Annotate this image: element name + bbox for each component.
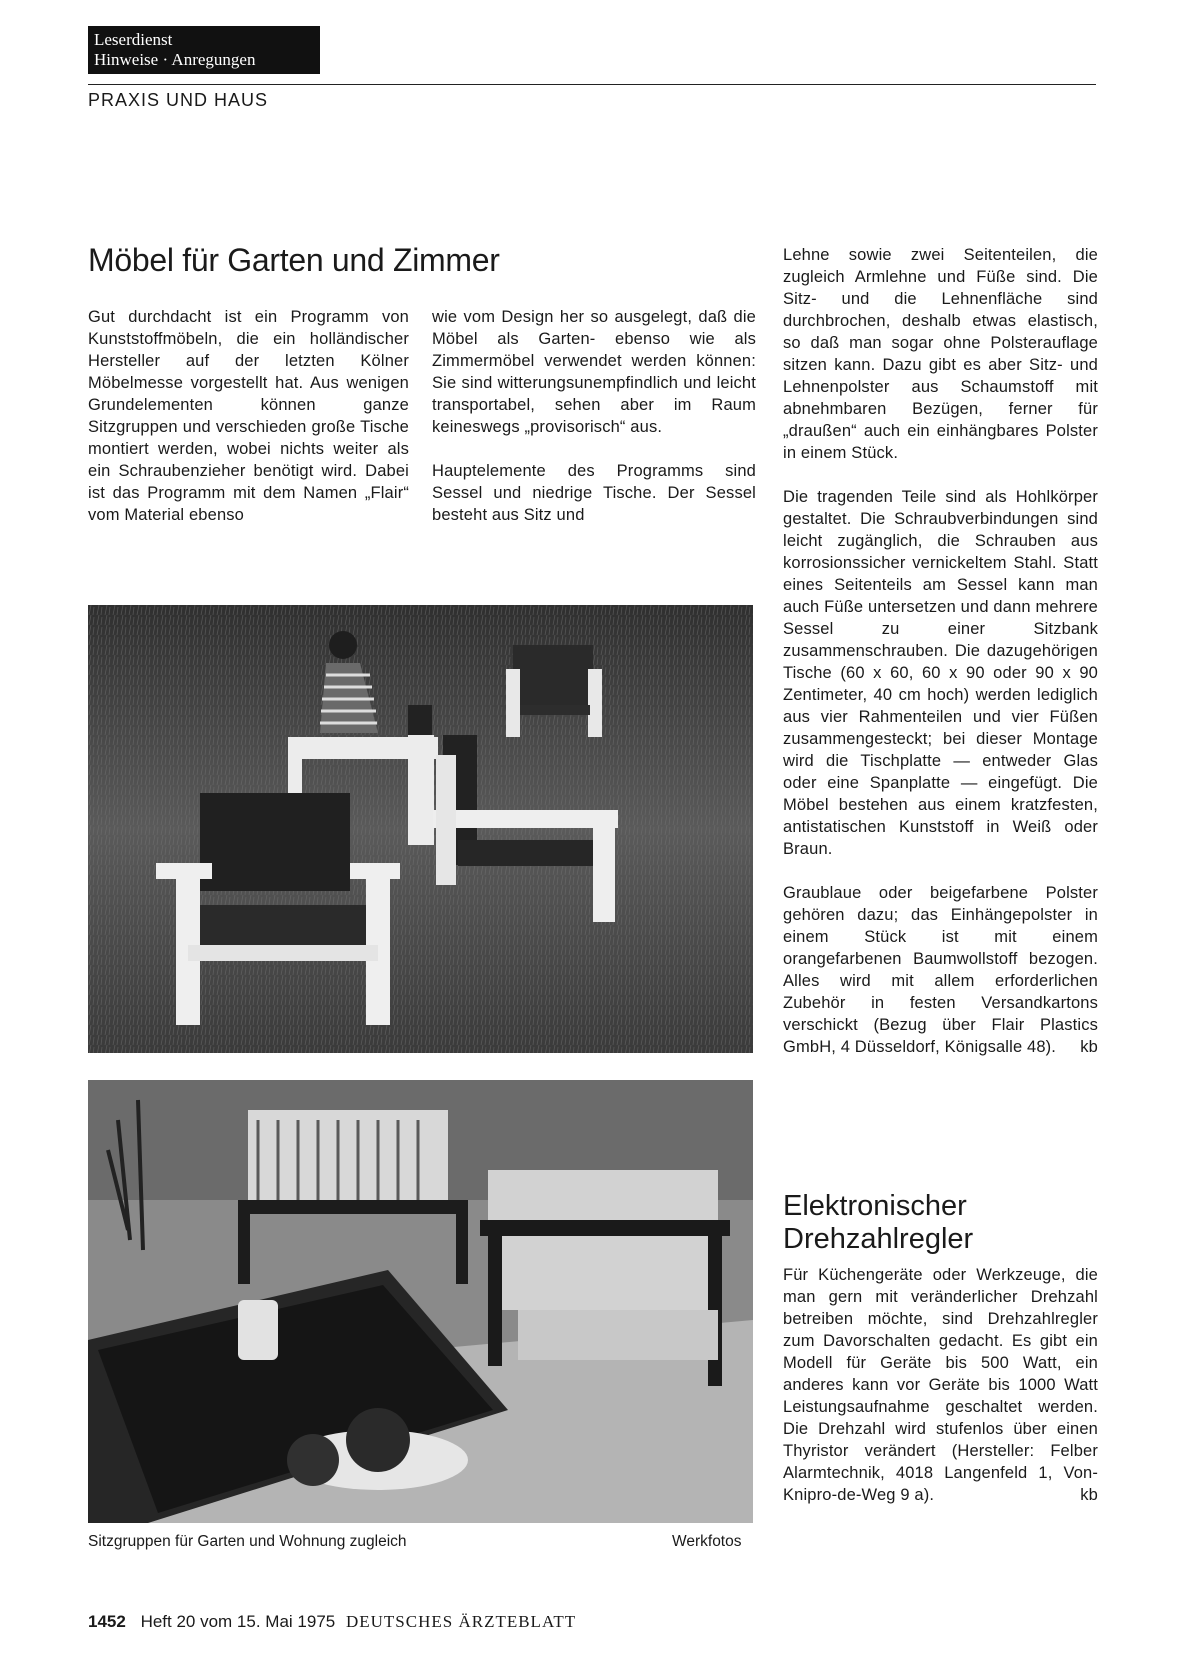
- title-line-1: Elektronischer: [783, 1190, 967, 1222]
- photo-credit: Werkfotos: [672, 1533, 742, 1550]
- author-signature: kb: [1080, 1038, 1098, 1056]
- living-room-photo-image: [88, 1080, 753, 1523]
- page-footer: [88, 1612, 576, 1632]
- author-signature: kb: [1080, 1486, 1098, 1504]
- photo-caption: Sitzgruppen für Garten und Wohnung zugleich: [88, 1533, 407, 1550]
- paragraph-text: Für Küchengeräte oder Werkzeuge, die man gern mit veränderlicher Drehzahl betreiben möchte, sind Drehzahlregler zum Davorschalten gedacht. Es gibt ein Modell für Geräte bis 500 Watt, ein anderes kann vor Geräte bis 1000 Watt Leistungsaufnahme geschaltet werden. Die Drehzahl wird stufenlos über einen Thyristor verändert (Hersteller: Felber Alarmtechnik, 4018 Langenfeld 1, Von-Knipro-de-Weg 9 a).: [783, 1266, 1098, 1504]
- issue-info: Heft 20 vom 15. Mai 1975: [140, 1612, 336, 1631]
- paragraph: Die tragenden Teile sind als Hohlkörper gestaltet. Die Schraubverbindungen sind leicht zugänglich, die Schrauben aus korrosionssicher vernickeltem Stahl. Statt eines Seitenteils am Sessel kann man auch Füße untersetzen und dann mehrere Sessel zu einer Sitzbank zusammenschrauben. Die dazugehörigen Tische (60 x 60, 60 x 90 oder 90 x 90 Zentimeter, 40 cm hoch) werden lediglich aus vier Rahmenteilen und vier Füßen zusammengesteckt; bei dieser Montage wird die Tischplatte — entweder Glas oder eine Spanplatte — eingefügt. Die Möbel bestehen aus einem kratzfesten, antistatischen Kunststoff in Weiß oder Braun.: [783, 488, 1098, 858]
- paragraph: Gut durchdacht ist ein Programm von Kunststoffmöbeln, die ein holländischer Hersteller auf der letzten Kölner Möbelmesse vorgestellt hat. Aus wenigen Grundelementen können ganze Sitzgruppen und verschieden große Tische montiert werden, wobei nichts weiter als ein Schraubenzieher benötigt wird. Dabei ist das Programm mit dem Namen „Flair“ vom Material ebenso: [88, 308, 409, 524]
- article-2-title: [783, 1190, 973, 1256]
- paragraph: wie vom Design her so ausgelegt, daß die Möbel als Garten- ebenso wie als Zimmermöbel verwendet werden können: Sie sind witterungsunempfindlich und leicht transportabel, sehen aber im Raum keineswegs „provisorisch“ aus.: [432, 308, 756, 436]
- badge-line-1: Leserdienst: [94, 30, 173, 49]
- title-line-2: Drehzahlregler: [783, 1223, 974, 1255]
- header-rule: [88, 84, 1096, 85]
- page-number: 1452: [88, 1612, 126, 1631]
- article-2-body: [783, 1264, 1098, 1506]
- paragraph: [783, 1264, 1098, 1506]
- article-column-1: [88, 306, 409, 548]
- paragraph: [783, 882, 1098, 1058]
- living-room-furniture-photo: [88, 1080, 753, 1523]
- paragraph: Hauptelemente des Programms sind Sessel und niedrige Tische. Der Sessel besteht aus Sitz und: [432, 462, 756, 524]
- article-column-2: [432, 306, 756, 548]
- leserdienst-badge: [88, 26, 320, 74]
- paragraph: Lehne sowie zwei Seitenteilen, die zugleich Armlehne und Füße sind. Die Sitz- und die Lehnenfläche sind durchbrochen, deshalb etwas elastisch, so daß man sogar ohne Polsterauflage sitzen kann. Dazu gibt es aber Sitz- und Lehnenpolster aus Schaumstoff mit abnehmbaren Bezügen, ferner für „draußen“ auch ein einhängbares Polster in einem Stück.: [783, 246, 1098, 462]
- garden-photo-image: [88, 605, 753, 1053]
- section-label: PRAXIS UND HAUS: [88, 90, 269, 110]
- badge-line-2: Hinweise · Anregungen: [94, 50, 256, 69]
- paragraph-text: Graublaue oder beigefarbene Polster gehören dazu; das Einhängepolster in einem Stück ist mit einem orangefarbenen Baumwollstoff bezogen. Alles wird mit allem erforderlichen Zubehör in festen Versandkartons verschickt (Bezug über Flair Plastics GmbH, 4 Düsseldorf, Königsalle 48).: [783, 884, 1098, 1056]
- publication-name: DEUTSCHES ÄRZTEBLATT: [345, 1612, 577, 1631]
- article-title: Möbel für Garten und Zimmer: [88, 242, 500, 278]
- garden-furniture-photo: [88, 605, 753, 1053]
- article-column-3: [783, 244, 1098, 1058]
